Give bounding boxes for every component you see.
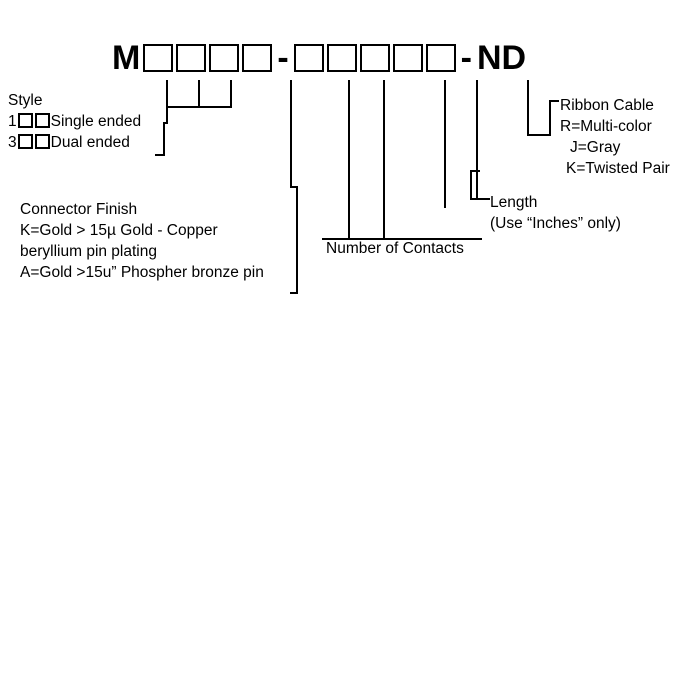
finish-leader-bracket xyxy=(296,186,298,294)
ribbon-cable-line-3: K=Twisted Pair xyxy=(566,160,670,177)
connector-finish-callout xyxy=(20,199,264,283)
part-number-suffix: ND xyxy=(476,39,527,77)
style-leader-bus xyxy=(166,106,232,108)
part-number-box-8 xyxy=(393,44,423,72)
style-callout xyxy=(8,90,141,153)
length-leader-elbow xyxy=(470,198,490,200)
finish-leader-elbow-bottom xyxy=(290,292,298,294)
contacts-leader-drop-right xyxy=(444,80,446,208)
ribbon-leader-top xyxy=(549,100,559,102)
style-option-2-code: 3 xyxy=(8,134,17,151)
part-number-box-2 xyxy=(176,44,206,72)
style-leader-drop-b xyxy=(198,80,200,108)
contacts-label: Number of Contacts xyxy=(326,240,464,257)
ribbon-leader-elbow xyxy=(527,134,551,136)
ribbon-cable-line-2: J=Gray xyxy=(570,139,621,156)
ribbon-cable-callout xyxy=(560,95,670,179)
style-title: Style xyxy=(8,92,43,109)
style-option-2-box-a xyxy=(18,134,33,149)
contacts-callout xyxy=(326,238,464,259)
ribbon-cable-title: Ribbon Cable xyxy=(560,97,654,114)
length-title: Length xyxy=(490,194,538,211)
length-callout xyxy=(490,192,621,234)
connector-finish-line-1: K=Gold > 15µ Gold - Copper xyxy=(20,222,218,239)
style-option-1-box-b xyxy=(35,113,50,128)
part-number-box-6 xyxy=(327,44,357,72)
part-number-box-3 xyxy=(209,44,239,72)
contacts-leader-drop-left xyxy=(348,80,350,240)
ribbon-leader-riser xyxy=(549,100,551,136)
part-number-box-9 xyxy=(426,44,456,72)
connector-finish-line-2: beryllium pin plating xyxy=(20,243,157,260)
length-leader-bracket-top xyxy=(470,170,480,172)
style-leader-drop-a xyxy=(166,80,168,123)
connector-finish-line-3: A=Gold >15u” Phospher bronze pin xyxy=(20,264,264,281)
style-option-2-box-b xyxy=(35,134,50,149)
style-option-2-label: Dual ended xyxy=(50,134,130,151)
style-leader-left-drop xyxy=(163,122,165,156)
part-number-box-7 xyxy=(360,44,390,72)
contacts-leader-drop-center xyxy=(383,80,385,240)
part-number-box-4 xyxy=(242,44,272,72)
length-note: (Use “Inches” only) xyxy=(490,215,621,232)
length-leader-bracket xyxy=(470,170,472,200)
part-number-box-1 xyxy=(143,44,173,72)
style-option-1-code: 1 xyxy=(8,113,17,130)
part-number-row xyxy=(112,36,526,80)
connector-finish-title: Connector Finish xyxy=(20,201,138,218)
part-number-prefix: M xyxy=(112,39,141,77)
style-leader-to-text-2 xyxy=(155,154,165,156)
style-option-1 xyxy=(8,111,141,132)
ribbon-leader-drop xyxy=(527,80,529,136)
style-leader-drop-c xyxy=(230,80,232,108)
style-option-1-box-a xyxy=(18,113,33,128)
style-option-1-label: Single ended xyxy=(50,113,142,130)
ribbon-cable-line-1: R=Multi-color xyxy=(560,118,652,135)
part-number-dash-1: - xyxy=(277,39,289,77)
style-option-2 xyxy=(8,132,141,153)
finish-leader-drop xyxy=(290,80,292,188)
length-leader-drop xyxy=(476,80,478,200)
part-number-box-5 xyxy=(294,44,324,72)
part-number-dash-2: - xyxy=(460,39,472,77)
